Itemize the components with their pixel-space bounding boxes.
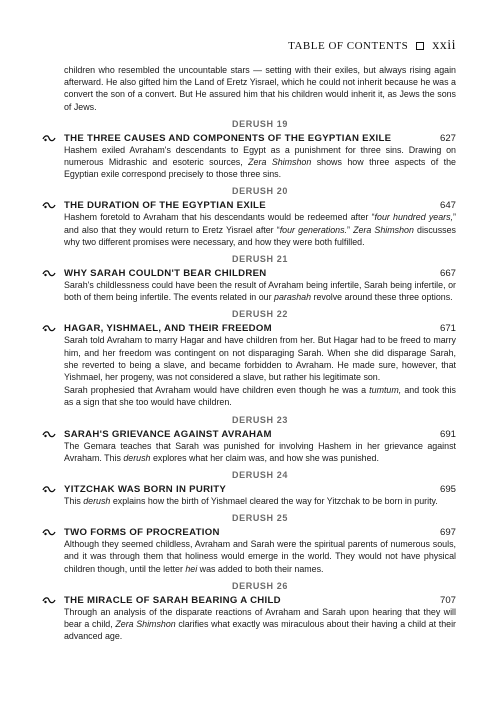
derush-label: DERUSH 20 <box>232 186 288 197</box>
text-run: This <box>64 496 84 507</box>
text-run: Sarah told Avraham to marry Hagar and have children from her. But Hagar had to be freed to marry him, and her freedom was contingent on not disparaging Sarah. When she did disparage Sarah, she reverted to being a slave, and became forbidden to Avraham. He made sure, however, that Yishmael, her progeny, was not considered a slave, but rather his legitimate son. <box>64 335 456 383</box>
flourish-ornament-icon <box>42 430 56 439</box>
flourish-ornament-icon <box>42 485 56 494</box>
entry-description <box>64 279 456 303</box>
flourish-ornament-icon <box>42 528 56 537</box>
flourish-ornament-icon <box>42 596 56 605</box>
flourish-ornament-icon <box>42 134 56 143</box>
text-run: discusses why two different promises were necessary, and how they were both fulfilled. <box>64 224 456 247</box>
entry-heading <box>64 429 456 440</box>
italic-term: Zera Shimshon <box>248 157 312 168</box>
text-run: Sarah prophesied that Avraham would have children even though he was a <box>64 385 370 396</box>
entry-description <box>64 495 456 507</box>
derush-label: DERUSH 21 <box>232 254 288 265</box>
italic-term: parashah <box>274 292 312 303</box>
toc-entry <box>64 513 456 575</box>
entry-page-number: 707 <box>439 594 456 606</box>
flourish-ornament-icon <box>42 201 56 210</box>
text-run: Hashem exiled Avraham's descendants to Egypt as a punishment for three sins. Drawing on numerous Midrashic and esoteric sources, <box>64 144 456 168</box>
entry-page-number: 667 <box>439 268 456 280</box>
entry-heading <box>64 595 456 606</box>
entry-title: THE DURATION OF THE EGYPTIAN EXILE <box>64 200 266 212</box>
italic-term: Zera Shimshon <box>353 224 414 235</box>
text-run: clarifies what exactly was miraculous about their having a child at their advanced age. <box>64 619 456 642</box>
toc-entry <box>64 470 456 507</box>
text-run: ” and also that they would return to Eretz Yisrael after “ <box>64 212 456 235</box>
entry-description <box>64 606 456 643</box>
page-number: xxii <box>432 38 456 53</box>
text-run: explains how the birth of Yishmael cleared the way for Yitzchak to be born in purity. <box>110 496 438 507</box>
derush-label: DERUSH 26 <box>232 580 288 591</box>
toc-entry <box>64 309 456 408</box>
text-run: Hashem foretold to Avraham that his descendants would be redeemed after “ <box>64 212 375 223</box>
entry-title: TWO FORMS OF PROCREATION <box>64 527 220 539</box>
text-run: ” <box>346 224 354 235</box>
entry-page-number: 647 <box>439 200 456 212</box>
entry-title: HAGAR, YISHMAEL, AND THEIR FREEDOM <box>64 323 272 335</box>
entry-description <box>64 538 456 575</box>
entry-description <box>64 384 456 408</box>
toc-entry <box>64 119 456 181</box>
text-run: revolve around these three options. <box>311 292 453 303</box>
entry-description <box>64 440 456 464</box>
derush-label: DERUSH 19 <box>232 118 288 129</box>
entry-heading <box>64 133 456 144</box>
italic-term: hei <box>185 563 198 574</box>
entry-page-number: 671 <box>439 323 456 335</box>
entry-page-number: 697 <box>439 527 456 539</box>
toc-entry <box>64 415 456 464</box>
entry-page-number: 695 <box>439 484 456 496</box>
entry-title: THE THREE CAUSES AND COMPONENTS OF THE EGYPTIAN EXILE <box>64 132 392 144</box>
text-run: The Gemara teaches that Sarah was punished for involving Hashem in her grievance against Avraham. This <box>64 440 456 463</box>
intro-paragraph: children who resembled the uncountable stars — setting with their exiles, but always rising again afterward. He also gifted him the Land of Eretz Yisrael, which he could not inherit because he was a convert the son of a convert. But He assured him that his children would inherit it, as Jews the sons of Jews. <box>64 65 456 112</box>
square-ornament-icon <box>416 42 424 50</box>
toc-entry <box>64 254 456 303</box>
toc-content <box>64 64 456 642</box>
entry-heading <box>64 484 456 495</box>
italic-term: derush <box>123 452 151 463</box>
derush-label: DERUSH 24 <box>232 470 288 481</box>
entry-heading <box>64 323 456 334</box>
flourish-ornament-icon <box>42 324 56 333</box>
entry-heading <box>64 527 456 538</box>
entry-title: WHY SARAH COULDN'T BEAR CHILDREN <box>64 268 267 280</box>
text-run: shows how three aspects of the Egyptian exile correspond precisely to those three sins. <box>64 157 456 180</box>
text-run: explores what her claim was, and how she was punished. <box>150 452 379 463</box>
toc-entry <box>64 186 456 248</box>
italic-term: Zera Shimshon <box>115 619 176 630</box>
italic-term: four generations. <box>279 224 347 235</box>
running-head-title: TABLE OF CONTENTS <box>288 40 409 52</box>
entry-heading <box>64 268 456 279</box>
text-run: Although they seemed childless, Avraham and Sarah were the spiritual parents of numerous souls, and it was through them that holiness would emerge in the world. They would not have physical children though, until the letter <box>64 539 456 574</box>
italic-term: derush <box>83 496 111 507</box>
entry-title: YITZCHAK WAS BORN IN PURITY <box>64 484 227 496</box>
derush-label: DERUSH 23 <box>232 414 288 425</box>
text-run: and took this as a sign that she too would have children. <box>64 385 456 408</box>
italic-term: tumtum, <box>369 385 402 396</box>
text-run: Through an analysis of the disparate reactions of Avraham and Sarah upon hearing that they will bear a child, <box>64 606 456 630</box>
toc-entry <box>64 581 456 643</box>
entry-description <box>64 334 456 383</box>
running-head <box>288 38 456 54</box>
entry-title: SARAH'S GRIEVANCE AGAINST AVRAHAM <box>64 428 272 440</box>
flourish-ornament-icon <box>42 269 56 278</box>
derush-label: DERUSH 25 <box>232 513 288 524</box>
derush-label: DERUSH 22 <box>232 309 288 320</box>
entry-page-number: 691 <box>439 428 456 440</box>
entry-heading <box>64 200 456 211</box>
italic-term: four hundred years, <box>374 212 454 223</box>
text-run: Sarah's childlessness could have been the result of Avraham being infertile, Sarah being infertile, or both of them being infertile. The events related in our <box>64 280 456 303</box>
entry-description <box>64 211 456 248</box>
entry-page-number: 627 <box>439 132 456 144</box>
text-run: was added to both their names. <box>197 563 324 574</box>
entry-description <box>64 144 456 181</box>
entry-title: THE MIRACLE OF SARAH BEARING A CHILD <box>64 594 281 606</box>
